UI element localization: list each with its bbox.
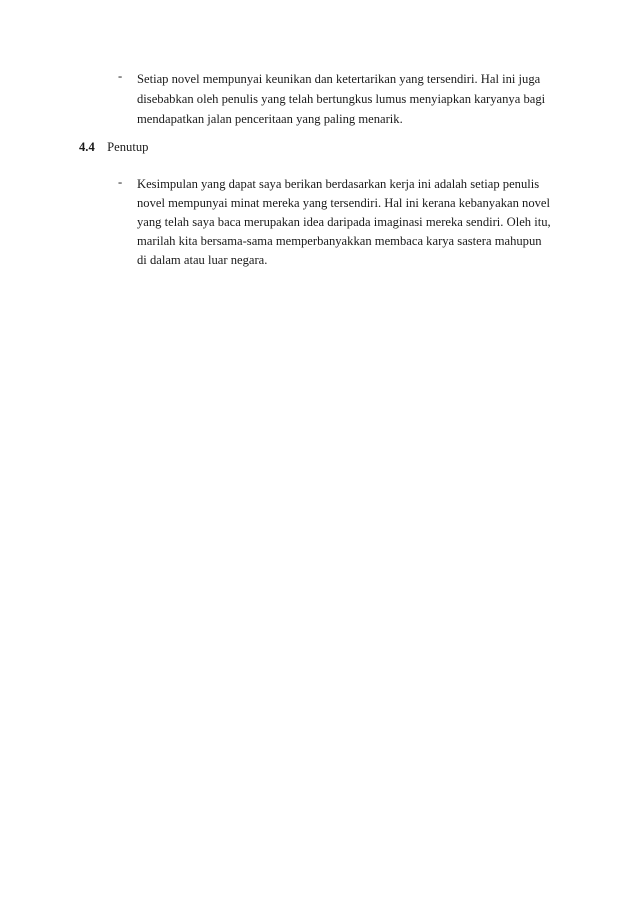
paragraph-line: yang telah saya baca merupakan idea daripada imaginasi mereka sendiri. Oleh itu,: [137, 215, 551, 229]
paragraph-line: marilah kita bersama-sama memperbanyakkan membaca karya sastera mahupun: [137, 234, 542, 248]
bullet-dash: -: [118, 175, 123, 189]
section-number: 4.4: [79, 140, 95, 154]
bullet-text: [137, 175, 567, 270]
bullet-text: [137, 69, 567, 129]
paragraph-line: Setiap novel mempunyai keunikan dan ketertarikan yang tersendiri. Hal ini juga: [137, 72, 541, 86]
paragraph-line: mendapatkan jalan penceritaan yang paling menarik.: [137, 112, 403, 126]
paragraph-line: di dalam atau luar negara.: [137, 253, 268, 267]
bullet-dash: -: [118, 69, 123, 83]
paragraph-line: novel mempunyai minat mereka yang tersendiri. Hal ini kerana kebanyakan novel: [137, 196, 550, 210]
section-title: Penutup: [107, 140, 149, 154]
section-heading: [79, 137, 148, 157]
paragraph-line: Kesimpulan yang dapat saya berikan berdasarkan kerja ini adalah setiap penulis: [137, 177, 540, 191]
paragraph-line: disebabkan oleh penulis yang telah bertungkus lumus menyiapkan karyanya bagi: [137, 92, 546, 106]
